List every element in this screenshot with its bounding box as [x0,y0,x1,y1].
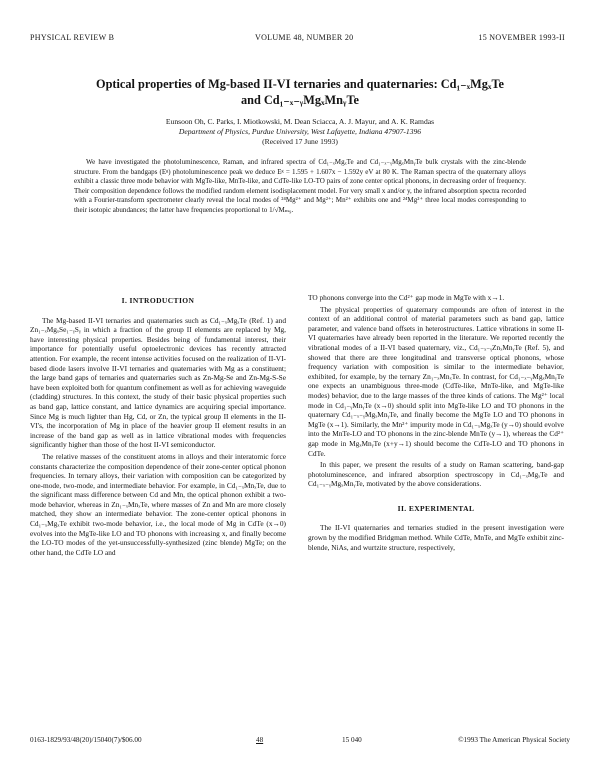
article-title [30,76,570,108]
issue-date: 15 NOVEMBER 1993-II [478,33,565,42]
page-footer [30,736,570,748]
affiliation: Department of Physics, Purdue University, West Lafayette, Indiana 47907-1396 [178,127,422,136]
left-column [30,294,286,557]
intro-paragraph-1: The Mg-based II-VI ternaries and quaternaries such as Cd₁₋ₓMgₓTe (Ref. 1) and Zn₁₋ₓMgₓSe₁₋ᵧSᵧ in which a fraction of the group II elements are replaced by Mg, have interesting physical properties. Besides being of fundamental interest, their importance for potentially useful optoelectronic devices has recently attracted attention. For example, the recent intense activities focused on the realization of II-VI-based diode lasers involve II-VI ternaries and quaternaries with Mg as a constituent; the large band gaps of ternaries and quaternaries such as Zn-Mg-Se and Zn-Mg-S-Se have been exploited both for quantum confinement as well as for achieving waveguide (cladding) structures. In this context, the study of their basic physical properties such as band gap, lattice constant, and lattice dynamics are acquiring special importance. Since Mg is much lighter than Hg, Cd, or Zn, the typical group II elements in the II-VI's, the incorporation of Mg in place of the heavier group II element results in an increase of the band gap as well as in lattice vibrational modes with frequencies significantly higher than those of the host II-VI semiconductor. [30,315,286,450]
page-number: 15 040 [342,736,362,744]
journal-name: PHYSICAL REVIEW B [30,33,115,42]
intro-paragraph-2-continued: TO phonons converge into the Cd²⁺ gap mode in MgTe with x→1. [308,293,505,302]
copyright-notice: ©1993 The American Physical Society [458,736,570,744]
intro-paragraph-2: The relative masses of the constituent atoms in alloys and their interatomic force constants characterize the composition dependence of their zone-center optical phonon frequencies. In ternary alloys, their variation with composition can be categorized by one-mode, two-mode, and intermediate behavior. For example, in Cd₁₋ₓMnₓTe, due to the significant mass difference between Cd and Mn, the optical phonon exhibit a two-mode behavior, whereas in Zn₁₋ₓMnₓTe, where masses of Zn and Mn are more closely matched, they show an intermediate behavior. The zone-center optical phonons in Cd₁₋ₓMgₓTe exhibit two-mode behavior, i.e., the local mode of Mg in CdTe (x→0) evolves into the MgTe-like LO and TO phonons with increasing x, and finally become the LO-TO modes of the yet-unsuccessfully-synthesized (zinc blende) MgTe; on the other hand, the CdTe LO and [30,451,286,557]
abstract [74,158,526,215]
experimental-paragraph-1: The II-VI quaternaries and ternaries studied in the present investigation were grown by the modified Bridgman method. While CdTe, MnTe, and MgTe exhibit zinc-blende, NiAs, and wurtzite structure, respectively, [308,523,564,552]
title-line-1: Optical properties of Mg-based II-VI ternaries and quaternaries: Cd₁₋ₓMgₓTe [96,77,504,91]
right-column [308,293,564,552]
volume-number: VOLUME 48, NUMBER 20 [255,33,354,42]
section-heading-introduction: I. INTRODUCTION [121,296,195,305]
volume-reference: 48 [256,736,264,744]
abstract-text: We have investigated the photoluminescence, Raman, and infrared spectra of Cd₁₋ₓMgₓTe and Cd₁₋ₓ₋ᵧMgₓMnᵧTe bulk crystals with the zinc-blende structure. From the bandgaps (Eᵍ) photoluminescence peak we deduce Eᵍ = 1.595 + 1.607x − 1.592y eV at 80 K. The Raman spectra of the quaternary alloys exhibit a classic three mode behavior with MgTe-like, MnTe-like, and CdTe-like LO-TO pairs of zone center optical phonons, in decreasing order of frequency. Their composition dependence follows the modified random element isodisplacement model. For very small x and/or y, the infrared absorption spectra recorded with a Fourier-transform spectrometer clearly reveal the local modes of ²⁴Mg²⁺ and Mg²⁺; Mn²⁺ exhibits one and ²⁴Mg²⁺ three local modes corresponding to their isotopic abundances; the latter have frequencies proportional to 1/√Mₘ₉. [74,158,526,214]
intro-paragraph-3: The physical properties of quaternary compounds are often of interest in the context of an additional control of material parameters such as band gap, lattice parameter, and valence band offsets in heterostructures. Lattice vibrations in some II-VI quaternaries have already been reported in the literature. We reported recently the vibrational modes of a II-VI based quaternary, viz., Cd₁₋ₓ₋ᵧZnₓMnᵧTe (Ref. 5), and showed that there are three longitudinal and transverse optical phonons, whose frequency variation with composition is similar to the intermediate behavior, exhibited, for example, by the ternary Zn₁₋ₓMnₓTe. In contrast, for Cd₁₋ₓ₋ᵧMgₓMnᵧTe one expects an unambiguous three-mode (CdTe-like, MnTe-like, and MgTe-like modes) behavior, due to the large masses of the three kinds of cations. The Mg²⁺ local mode in Cd₁₋ᵧMnᵧTe (x→0) should split into MgTe-like LO and TO phonons in the quaternary Cd₁₋ₓ₋ᵧMgₓMnᵧTe, and finally become the MgTe LO and TO phonons in MgTe (x→1). Similarly, the Mn²⁺ impurity mode in Cd₁₋ₓMgₓTe (y→0) should evolve into the MnTe-LO and TO phonons in the zinc-blende MnTe (y→1), whereas the Cd²⁺ gap mode in MgₓMnᵧTe (x+y→1) should become the CdTe-LO and TO phonons in CdTe. [308,304,564,458]
received-date: (Received 17 June 1993) [262,137,338,146]
section-heading-experimental: II. EXPERIMENTAL [397,503,475,513]
author-block [30,117,570,147]
title-line-2: and Cd₁₋ₓ₋ᵧMgₓMnᵧTe [241,93,359,107]
author-names: Eunsoon Oh, C. Parks, I. Miotkowski, M. Dean Sciacca, A. J. Mayur, and A. K. Ramdas [165,117,435,126]
running-header [30,33,565,45]
intro-paragraph-4: In this paper, we present the results of a study on Raman scattering, band-gap photoluminescence, and infrared absorption spectroscopy in Cd₁₋ₓMgₓTe and Cd₁₋ₓ₋ᵧMgₓMnᵧTe, motivated by the above considerations. [308,460,564,489]
article-code: 0163-1829/93/48(20)/15040(7)/$06.00 [30,736,142,744]
